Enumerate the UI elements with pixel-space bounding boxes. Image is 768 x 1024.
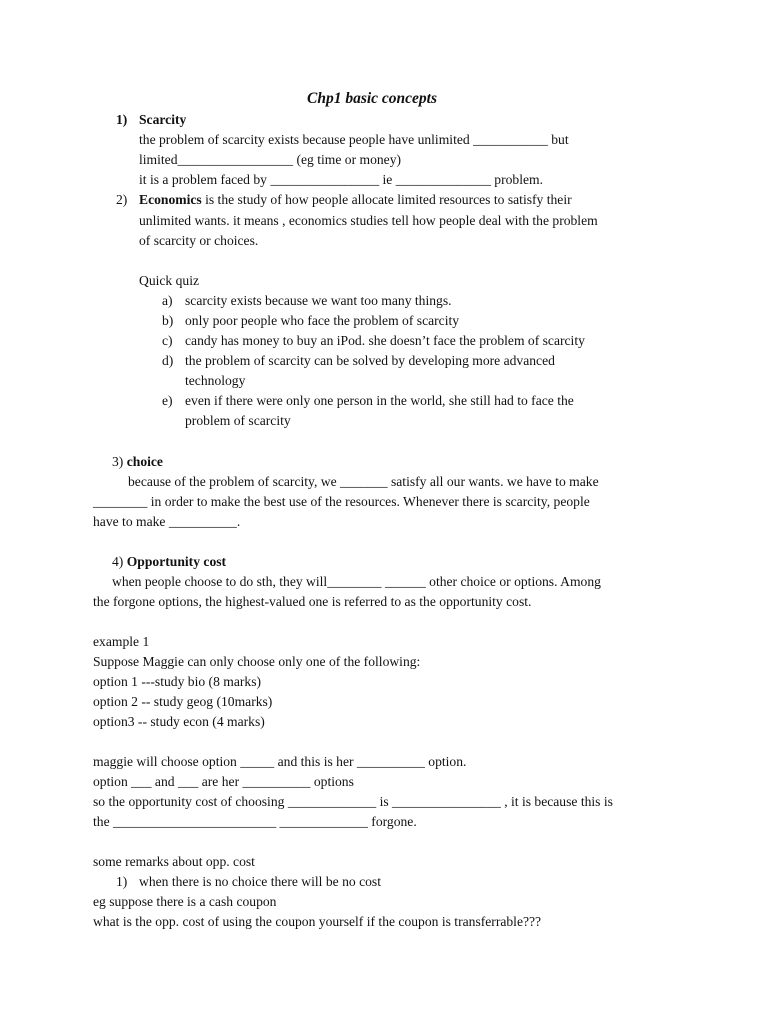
- section-3-heading: choice: [126, 454, 163, 469]
- section-4-line: when people choose to do sth, they will________ ______ other choice or options. Among: [112, 574, 601, 589]
- section-3-line: because of the problem of scarcity, we _______ satisfy all our wants. we have to make: [128, 474, 599, 489]
- remarks-item-text: when there is no choice there will be no cost: [139, 874, 381, 889]
- quiz-item-label: e): [162, 393, 173, 408]
- example-question: so the opportunity cost of choosing _____________ is ________________ , it is because this is: [93, 794, 613, 809]
- quiz-item-label: d): [162, 353, 174, 368]
- example-option: option 1 ---study bio (8 marks): [93, 674, 262, 689]
- remarks-item-number: 1): [116, 874, 128, 889]
- quiz-item-text: problem of scarcity: [185, 413, 291, 428]
- quiz-item-label: b): [162, 313, 174, 328]
- section-4-line: the forgone options, the highest-valued one is referred to as the opportunity cost.: [93, 594, 532, 609]
- section-4-number: 4): [112, 554, 127, 569]
- remarks-heading: some remarks about opp. cost: [93, 854, 255, 869]
- quiz-item-label: a): [162, 293, 173, 308]
- section-1-line: the problem of scarcity exists because people have unlimited ___________ but: [139, 132, 569, 147]
- page-title: Chp1 basic concepts: [307, 90, 438, 107]
- section-2-line: unlimited wants. it means , economics studies tell how people deal with the problem: [139, 213, 598, 228]
- example-question: the ________________________ _____________ forgone.: [93, 814, 417, 829]
- example-option: option 2 -- study geog (10marks): [93, 694, 273, 709]
- example-option: option3 -- study econ (4 marks): [93, 714, 265, 729]
- quiz-item-text: technology: [185, 373, 246, 388]
- section-3-number: 3): [112, 454, 127, 469]
- quiz-item-text: the problem of scarcity can be solved by developing more advanced: [185, 353, 555, 368]
- remarks-example: eg suppose there is a cash coupon: [93, 894, 277, 909]
- section-1-heading: Scarcity: [139, 112, 187, 127]
- section-1-line: limited_________________ (eg time or money): [139, 152, 402, 167]
- example-heading: example 1: [93, 634, 150, 649]
- quiz-item-text: scarcity exists because we want too many things.: [185, 293, 452, 308]
- section-2-line: [139, 190, 572, 210]
- section-2-text: is the study of how people allocate limited resources to satisfy their: [201, 192, 572, 207]
- section-3-line: have to make __________.: [93, 514, 241, 529]
- quiz-item-label: c): [162, 333, 173, 348]
- section-4-heading: Opportunity cost: [126, 554, 227, 569]
- example-question: option ___ and ___ are her __________ options: [93, 774, 354, 789]
- quiz-item-text: candy has money to buy an iPod. she doesn’t face the problem of scarcity: [185, 333, 585, 348]
- quiz-item-text: even if there were only one person in the world, she still had to face the: [185, 393, 574, 408]
- section-2-heading: Economics: [139, 192, 202, 207]
- section-4-heading-line: [112, 552, 226, 572]
- section-3-line: ________ in order to make the best use of the resources. Whenever there is scarcity, people: [93, 494, 590, 509]
- example-intro: Suppose Maggie can only choose only one of the following:: [93, 654, 421, 669]
- quiz-item-text: only poor people who face the problem of scarcity: [185, 313, 460, 328]
- example-question: maggie will choose option _____ and this is her __________ option.: [93, 754, 467, 769]
- section-2-line: of scarcity or choices.: [139, 233, 259, 248]
- section-1-line: it is a problem faced by ________________ ie ______________ problem.: [139, 172, 543, 187]
- remarks-question: what is the opp. cost of using the coupon yourself if the coupon is transferrable???: [93, 914, 542, 929]
- section-3-heading-line: [112, 452, 163, 472]
- section-1-number: 1): [116, 112, 128, 127]
- quiz-heading: Quick quiz: [139, 273, 200, 288]
- section-2-number: 2): [116, 192, 128, 207]
